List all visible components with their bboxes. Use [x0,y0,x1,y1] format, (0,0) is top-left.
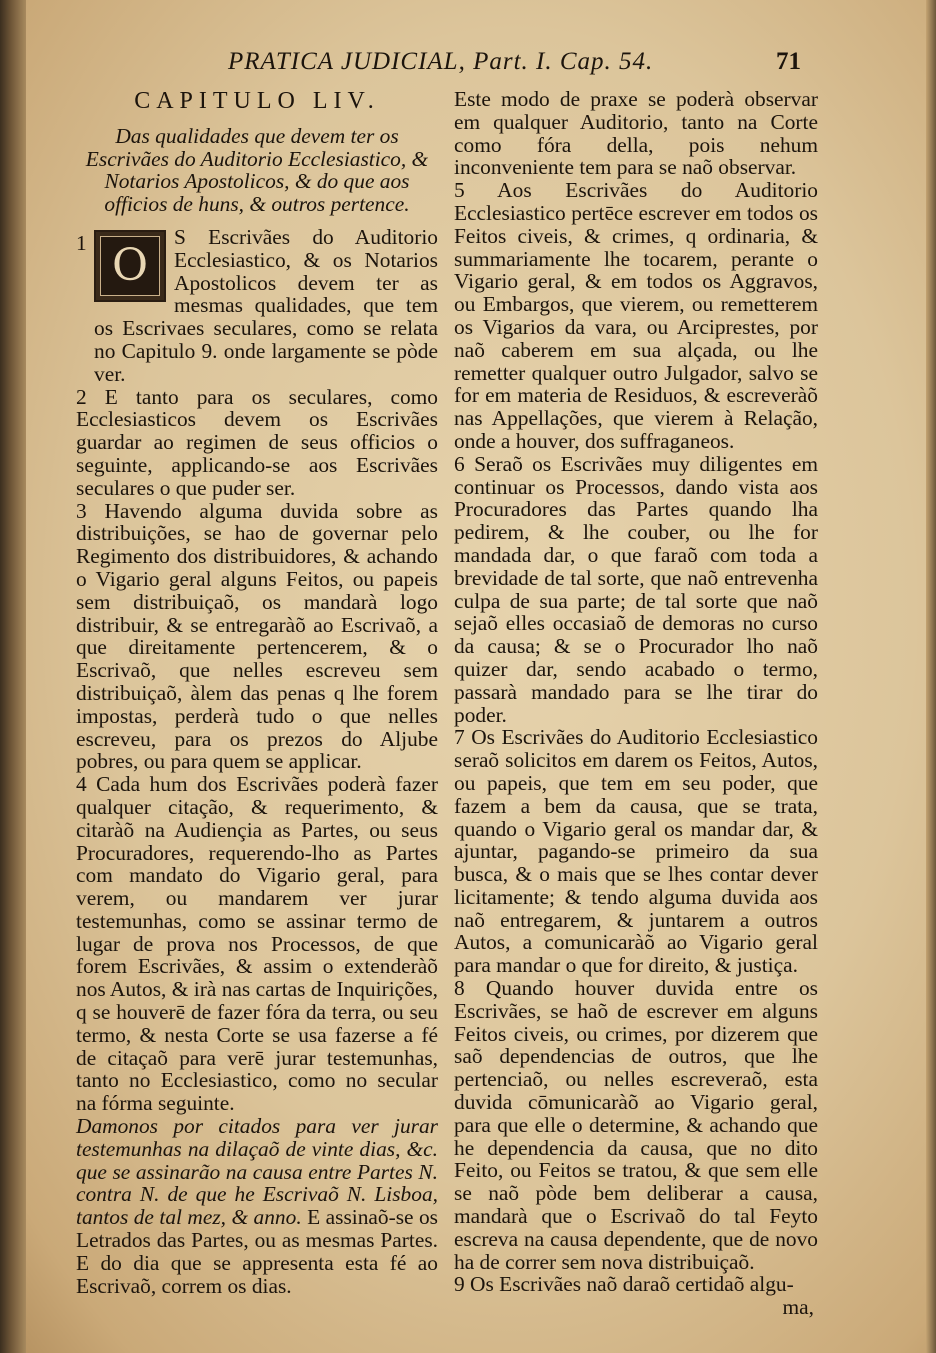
first-paragraph [76,226,438,386]
paragraph-7: 7 Os Escrivães do Auditorio Ecclesiastico seraõ solicitos em darem os Feitos, Autos, ou papeis, que tem em seu poder, que fazem a bem da causa, que se trata, quando o Vigario geral os mandar dar, & ajuntar, pagando-se primeiro da sua busca, & o mais que se lhes contar dever licitamente; & tendo alguma duvida aos naõ entregarem, & juntarem a outros Autos, a comunicaràõ ao Vigario geral para mandar o que for direito, & justiça. [454,725,818,978]
formula-italic: Damonos por citados para ver jurar testemunhas na dilaçaõ de vinte dias, &c. que se assinarão na causa entre Partes N. contra N. de que he Escrivaõ N. Lisboa, tantos de tal mez, & anno. [76,1114,438,1230]
paragraph-6: 6 Seraõ os Escrivães muy diligentes em continuar os Processos, dando vista aos Procuradores das Partes quando lha pedirem, & lhe couber, ou lhe for mandada dar, o que faraõ com toda a brevidade de tal sorte, que naõ entrevenha culpa de sua parte; de tal sorte que naõ sejaõ elles occasiaõ de demoras no curso da causa; & se o Procurador lho naõ quizer dar, sendo acabado o termo, passarà mandado para se lhe tirar do poder. [454,451,818,727]
paragraph-9: 9 Os Escrivães naõ daraõ certidaõ algu- [454,1272,794,1297]
paragraph-8: 8 Quando houver duvida entre os Escrivães, se haõ de escrever em alguns Feitos civeis, ou crimes, por dizerem que saõ dependencias de outros, que lhe pertenciaõ, ou nelles escreveraõ, esta duvida cōmunicaràõ ao Vigario geral, para que elle o determine, & achando que he dependencia da causa, que no dito Feito, ou Feitos se tratou, & que sem elle se naõ pòde bem deliberar a causa, mandarà que o Escrivaõ do tal Feyto escreva na causa dependente, que de novo ha de correr sem nova distribuiçaõ. [454,976,818,1274]
citation-formula [76,1115,438,1297]
catchword: ma, [782,1295,814,1320]
binding-gutter [0,0,26,1353]
running-title: PRATICA JUDICIAL, Part. I. Cap. 54. [228,48,654,75]
paragraph-3: 3 Havendo alguma duvida sobre as distribuições, se hao de governar pelo Regimento dos distribuidores, & achando o Vigario geral alguns Feitos, ou papeis sem distribuiçaõ, os mandarà logo distribuir, & se entregaràõ ao Escrivaõ, a que direitamente pertencerem, & o Escrivaõ, que nelles escreveu sem distribuiçaõ, àlem das penas q lhe forem impostas, perderà tudo o que nelles escreveu, para os prezos do Aljube pobres, ou para quem se applicar. [76,498,438,774]
dropcap-letter: O [111,239,149,291]
page-number: 71 [776,48,801,75]
paragraph-4: 4 Cada hum dos Escrivães poderà fazer qualquer citação, & requerimento, & citaràõ na Audiençia as Partes, ou seus Procuradores, requerendo-lho as Partes com mandato do Vigario geral, para verem, ou mandarem ver jurar testemunhas, como se assinar termo de lugar de prova nos Processos, de que forem Escrivães, & assim o extenderàõ nos Autos, & irà nas cartas de Inquirições, q se houverē de fazer fóra da terra, ou seu termo, & nesta Corte se usa fazerse a fé de citaçaõ para verē jurar testemunhas, tanto no Ecclesiastico, como no secular na fórma seguinte. [76,772,438,1116]
paragraph-number: 1 [76,230,87,255]
chapter-subtitle: Das qualidades que devem ter os Escrivães do Auditorio Ecclesiastico, & Notarios Apostolicos, & do que aos officios de huns, & outros pertence. [85,123,429,217]
chapter-heading: CAPITULO LIV. [134,88,380,114]
paragraph-2: 2 E tanto para os seculares, como Ecclesiasticos devem os Escrivães guardar ao regimen de seus officios o seguinte, applicando-se aos Escrivães seculares o que puder ser. [76,384,438,500]
paragraph-continuation: Este modo de praxe se poderà observar em qualquer Auditorio, tanto na Corte como fóra della, pois nehum inconveniente tem para se naõ observar. [454,87,818,180]
formula-rest: E assinaõ-se os Letrados das Partes, ou as mesmas Partes. E do dia que se appresenta esta fé ao Escrivaõ, correm os dias. [76,1205,439,1298]
ornamental-dropcap-icon [94,230,166,302]
paragraph-5: 5 Aos Escrivães do Auditorio Ecclesiastico pertēce escrever em todos os Feitos civeis, & crimes, q ordinaria, & summariamente lhe tocarem, perante o Vigario geral, & em todos os Aggravos, ou Embargos, que vierem, ou remetterem os Vigarios da vara, ou Arciprestes, por naõ caberem em sua alçada, ou lhe remetter qualquer outro Julgador, salvo se for em materia de Residuos, & escreveràõ nas Appellações, que vierem à Relação, onde a houver, dos suffraganeos. [454,178,818,453]
paragraph-1: S Escrivães do Auditorio Ecclesiastico, & os Notarios Apostolicos devem ter as mesmas qualidades, que tem os Escrivaes seculares, como se relata no Capitulo 9. onde largamente se pòde ver. [94,224,438,386]
right-column [454,88,818,1319]
left-column [76,88,438,1297]
page-edge [926,0,936,1353]
